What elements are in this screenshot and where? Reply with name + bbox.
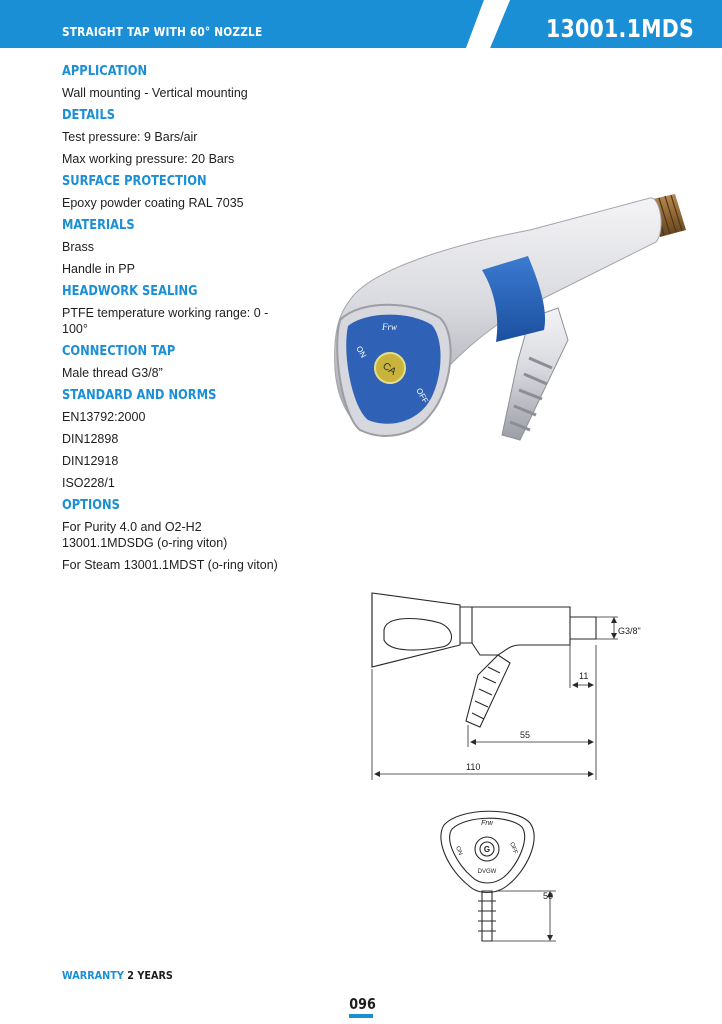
section-line: Max working pressure: 20 Bars — [62, 152, 235, 166]
section-line: Epoxy powder coating RAL 7035 — [62, 196, 244, 210]
section-line: Brass — [62, 240, 94, 254]
warranty-note — [62, 969, 173, 982]
page-number-underline — [349, 1014, 373, 1018]
spec-section — [62, 343, 282, 381]
brand-label: Frw — [382, 322, 398, 332]
side-drawing — [360, 585, 660, 790]
front-on-label: ON — [454, 845, 463, 857]
section-title: OPTIONS — [62, 497, 120, 513]
section-title: HEADWORK SEALING — [62, 283, 198, 299]
off-label: OFF — [414, 386, 431, 405]
spec-list — [62, 63, 282, 579]
section-title: SURFACE PROTECTION — [62, 173, 207, 189]
section-line: DIN12898 — [62, 432, 119, 446]
front-drawing — [430, 805, 570, 960]
dimension-50: 50 — [543, 891, 554, 901]
section-line: For Purity 4.0 and O2-H2 13001.1MDSDG (o-ring viton) — [62, 520, 228, 550]
section-title: STANDARD AND NORMS — [62, 387, 217, 403]
section-line: Handle in PP — [62, 262, 135, 276]
section-line: DIN12918 — [62, 454, 119, 468]
page-number: 096 — [349, 995, 376, 1013]
page-title: STRAIGHT TAP WITH 60° NOZZLE — [62, 25, 263, 39]
section-line: Wall mounting - Vertical mounting — [62, 86, 248, 100]
spec-section — [62, 497, 282, 573]
section-line: PTFE temperature working range: 0 - 100° — [62, 306, 269, 336]
dimension-110: 110 — [466, 762, 481, 772]
cap-label: CA — [380, 360, 398, 378]
thread-dimension: G3/8" — [618, 626, 641, 636]
spec-section — [62, 63, 282, 101]
spec-section — [62, 217, 282, 277]
section-line: For Steam 13001.1MDST (o-ring viton) — [62, 558, 278, 572]
section-title: MATERIALS — [62, 217, 135, 233]
spec-section — [62, 107, 282, 167]
spec-section — [62, 173, 282, 211]
dimension-55: 55 — [520, 730, 531, 740]
header-banner — [0, 0, 722, 48]
product-code: 13001.1MDS — [546, 14, 695, 43]
dimension-11: 11 — [579, 671, 589, 681]
section-line: EN13792:2000 — [62, 410, 146, 424]
front-off-label: OFF — [508, 841, 518, 855]
front-center-label: G — [483, 845, 491, 854]
section-title: APPLICATION — [62, 63, 148, 79]
front-bottom-label: DVGW — [477, 869, 497, 875]
section-line: ISO228/1 — [62, 476, 115, 490]
warranty-value: 2 YEARS — [127, 969, 173, 982]
warranty-label: WARRANTY — [62, 969, 124, 982]
front-brand: Frw — [481, 820, 493, 827]
section-title: CONNECTION TAP — [62, 343, 176, 359]
section-line: Male thread G3/8” — [62, 366, 163, 380]
spec-section — [62, 283, 282, 337]
on-label: ON — [354, 344, 369, 360]
section-title: DETAILS — [62, 107, 116, 123]
section-line: Test pressure: 9 Bars/air — [62, 130, 198, 144]
product-photo — [330, 190, 690, 455]
spec-section — [62, 387, 282, 491]
